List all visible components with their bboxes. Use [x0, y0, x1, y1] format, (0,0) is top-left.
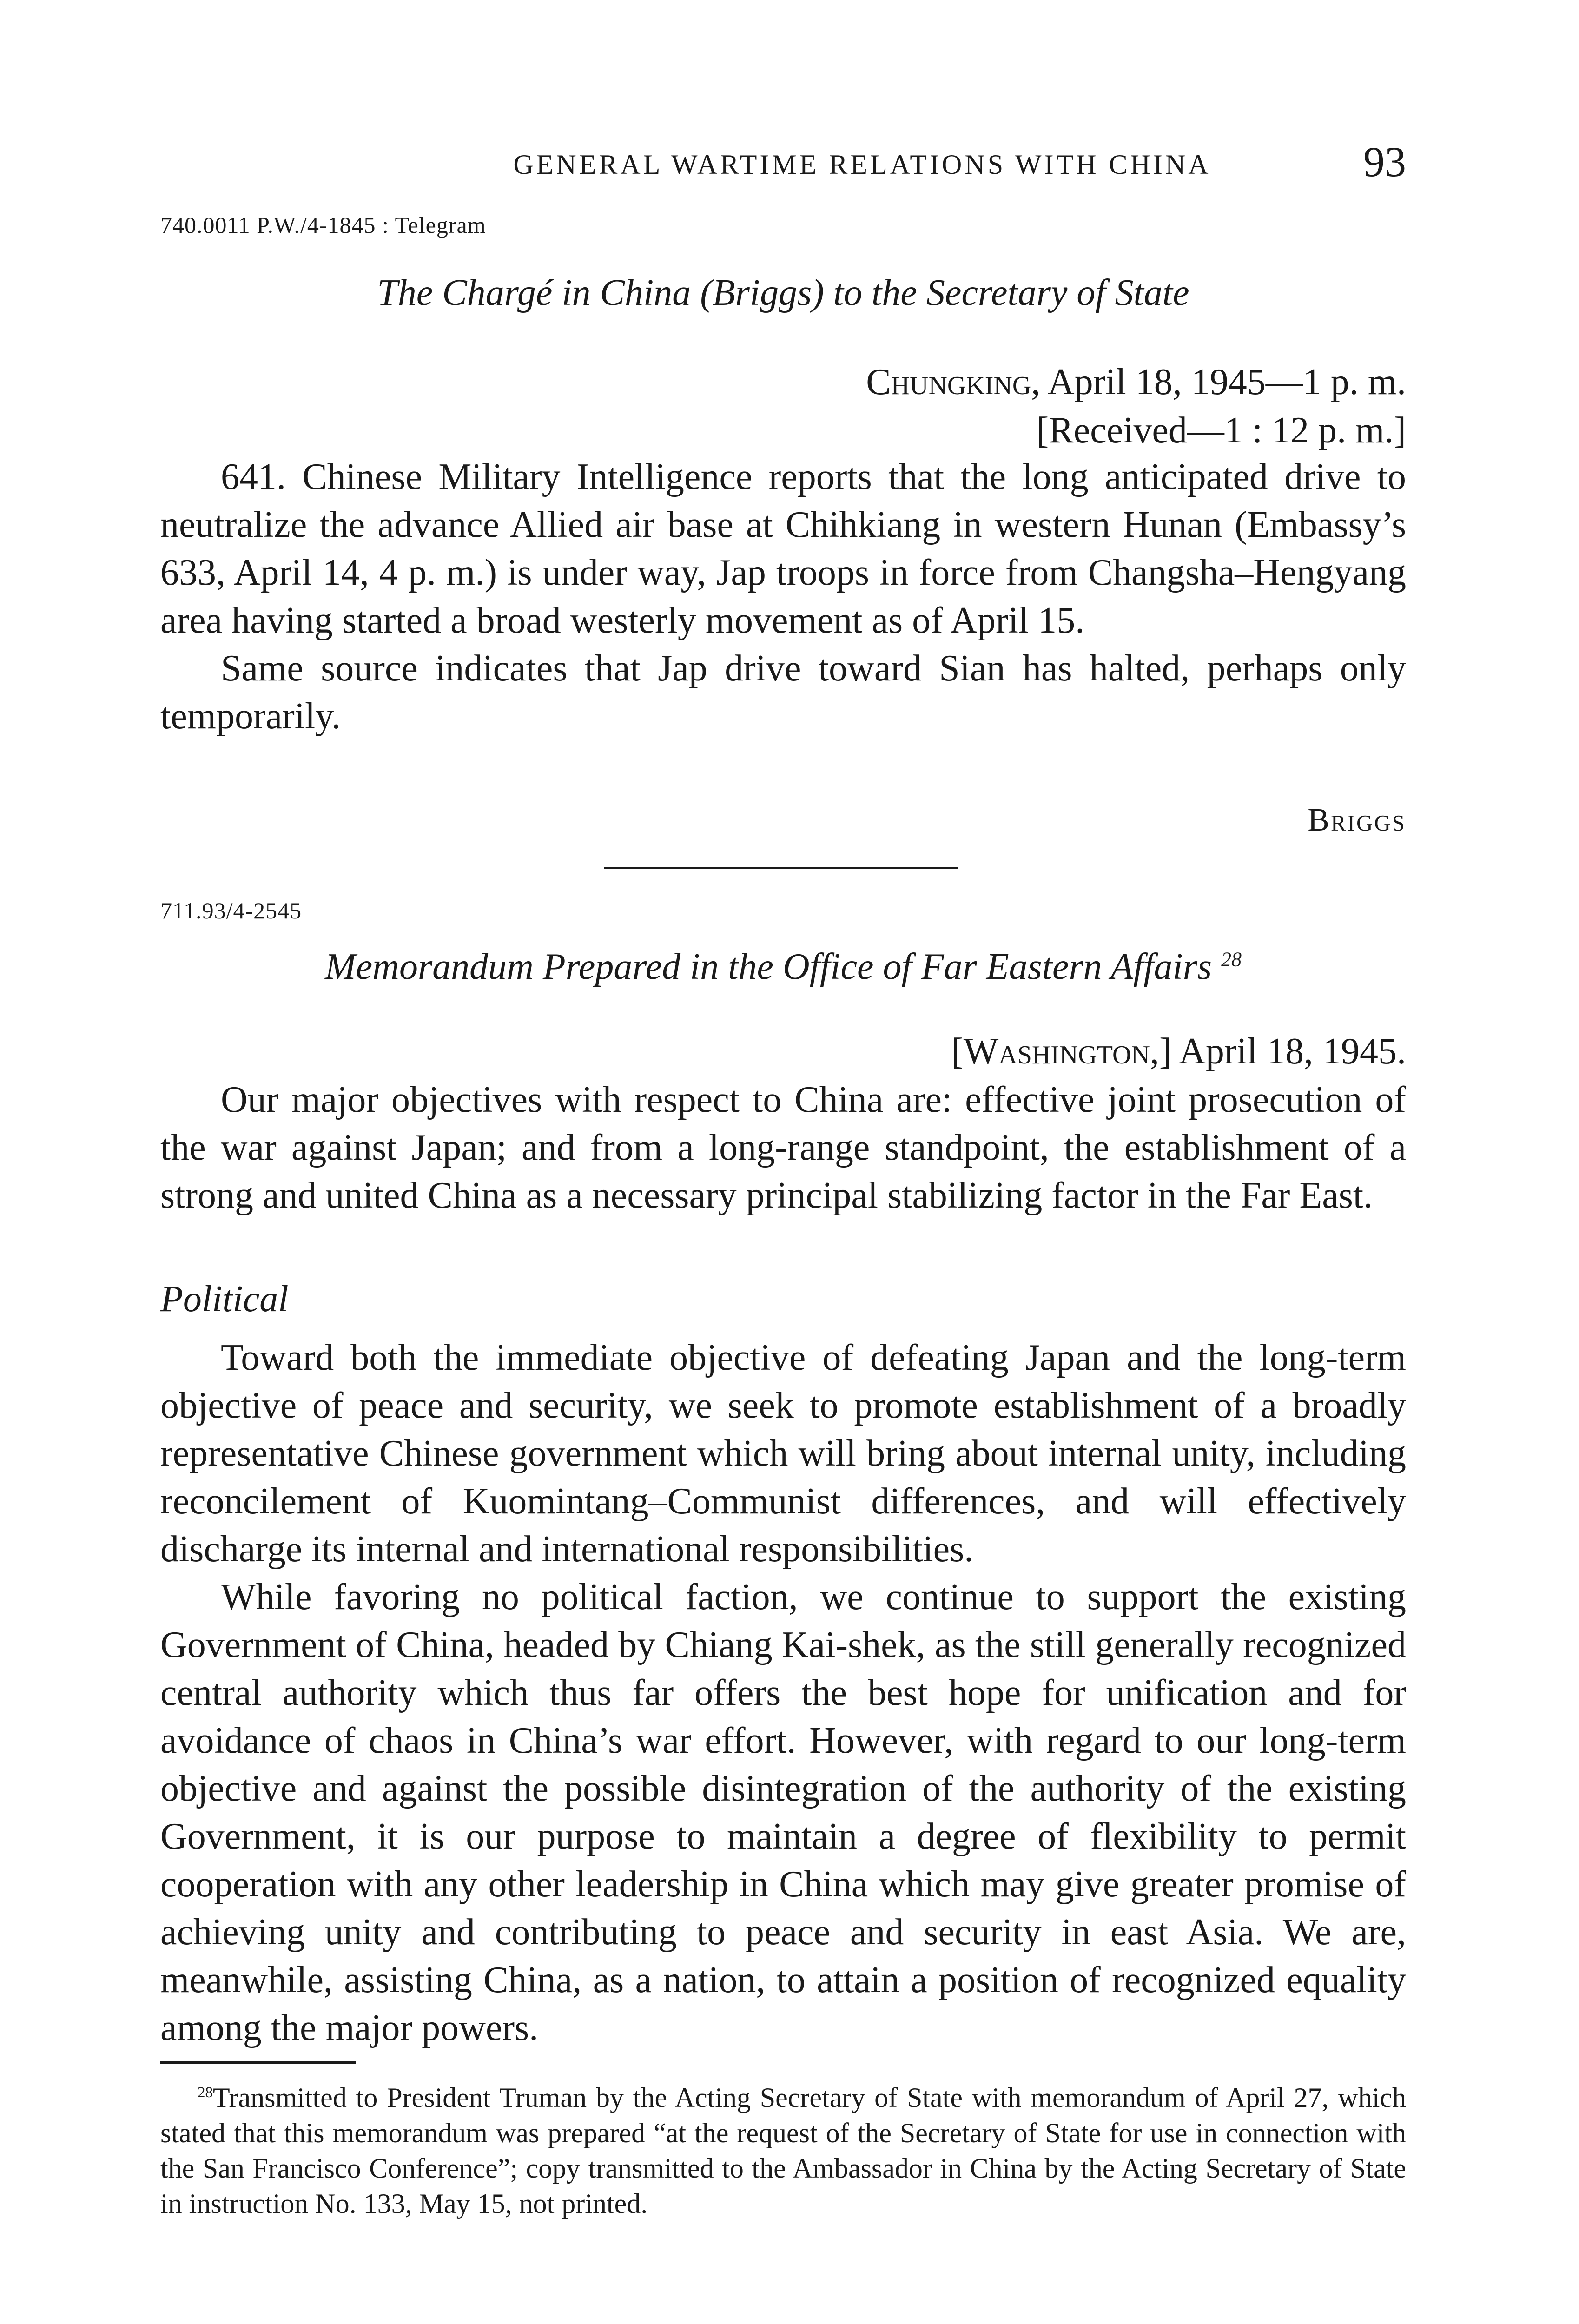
doc2-file-reference: 711.93/4-2545 [160, 898, 302, 924]
doc2-subheading-block [160, 1278, 1406, 1320]
doc2-intro-block [160, 1076, 1406, 1220]
doc1-signature: Briggs [1308, 802, 1406, 838]
footnote-mark: 28 [198, 2084, 213, 2101]
doc2-paragraph: Toward both the immediate objective of defeating Japan and the long-term objective of peace and security, we seek to promote establishment of a broadly representative Chinese government which will bring about internal unity, including reconcilement of Kuomintang–Communist differences, and will effectively discharge its internal and international responsibilities. [160, 1337, 1406, 1570]
doc1-signature-block [160, 802, 1406, 839]
doc1-received: [Received—1 : 12 p. m.] [1036, 410, 1406, 451]
doc1-title: The Chargé in China (Briggs) to the Secretary of State [377, 272, 1189, 313]
doc1-dateline-block [160, 358, 1406, 455]
doc2-title [160, 946, 1406, 988]
footnote-rule [160, 2061, 356, 2064]
page-number: 93 [1363, 138, 1406, 185]
doc2-title-text: Memorandum Prepared in the Office of Far Eastern Affairs [325, 946, 1212, 987]
doc2-body [160, 1334, 1406, 2052]
section-subheading: Political [160, 1279, 289, 1320]
doc2-dateline-place: Washington, [963, 1031, 1159, 1072]
doc1-dateline-place: Chungking, [866, 362, 1041, 403]
doc2-dateline-date: ] April 18, 1945. [1159, 1031, 1406, 1072]
doc1-file-ref-block [160, 211, 1406, 238]
doc2-dateline-block [160, 1027, 1406, 1076]
doc1-dateline-date: April 18, 1945—1 p. m. [1040, 362, 1406, 403]
running-header [160, 137, 1406, 188]
doc2-title-block [160, 946, 1406, 988]
footnote [160, 2080, 1406, 2221]
doc1-dateline [160, 358, 1406, 406]
doc1-title-block [160, 272, 1406, 314]
doc2-paragraph: While favoring no political faction, we continue to support the existing Government of China, headed by Chiang Kai-shek, as the still generally recognized central authority which thus far offers the best hope for unification and for avoidance of chaos in China’s war effort. However, with regard to our long-term objective and against the possible disintegration of the authority of the existing Government, it is our purpose to maintain a degree of flexibility to permit cooperation with any other leadership in China which may give greater promise of achieving unity and contributing to peace and security in east Asia. We are, meanwhile, assisting China, as a nation, to attain a position of recognized equality among the major powers. [160, 1577, 1406, 2048]
doc2-file-ref-block [160, 897, 1406, 924]
doc1-file-reference: 740.0011 P.W./4-1845 : Telegram [160, 212, 486, 238]
footnote-text: Transmitted to President Truman by the Acting Secretary of State with memorandum of April 27, which stated that this memorandum was prepared “at the request of the Secretary of State for use in connection with the San Francisco Conference”; copy transmitted to the Ambassador in China by the Acting Secretary of State in instruction No. 133, May 15, not printed. [160, 2082, 1406, 2219]
doc2-intro-paragraph: Our major objectives with respect to China are: effective joint prosecution of the war against Japan; and from a long-range standpoint, the establishment of a strong and united China as a necessary principal stabilizing factor in the Far East. [160, 1079, 1406, 1216]
section-divider [604, 867, 958, 869]
doc1-paragraph: Same source indicates that Jap drive toward Sian has halted, perhaps only temporarily. [160, 648, 1406, 737]
doc2-dateline-bracket: [ [951, 1031, 964, 1072]
doc1-body [160, 453, 1406, 740]
footnote-block [160, 2080, 1406, 2221]
running-title: GENERAL WARTIME RELATIONS WITH CHINA [513, 149, 1211, 180]
footnote-reference-mark[interactable]: 28 [1221, 948, 1242, 971]
doc2-dateline [160, 1027, 1406, 1076]
doc1-paragraph: 641. Chinese Military Intelligence reports that the long anticipated drive to neutralize the advance Allied air base at Chihkiang in western Hunan (Embassy’s 633, April 14, 4 p. m.) is under way, Jap troops in force from Changsha–Hengyang area having started a broad westerly movement as of April 15. [160, 456, 1406, 641]
